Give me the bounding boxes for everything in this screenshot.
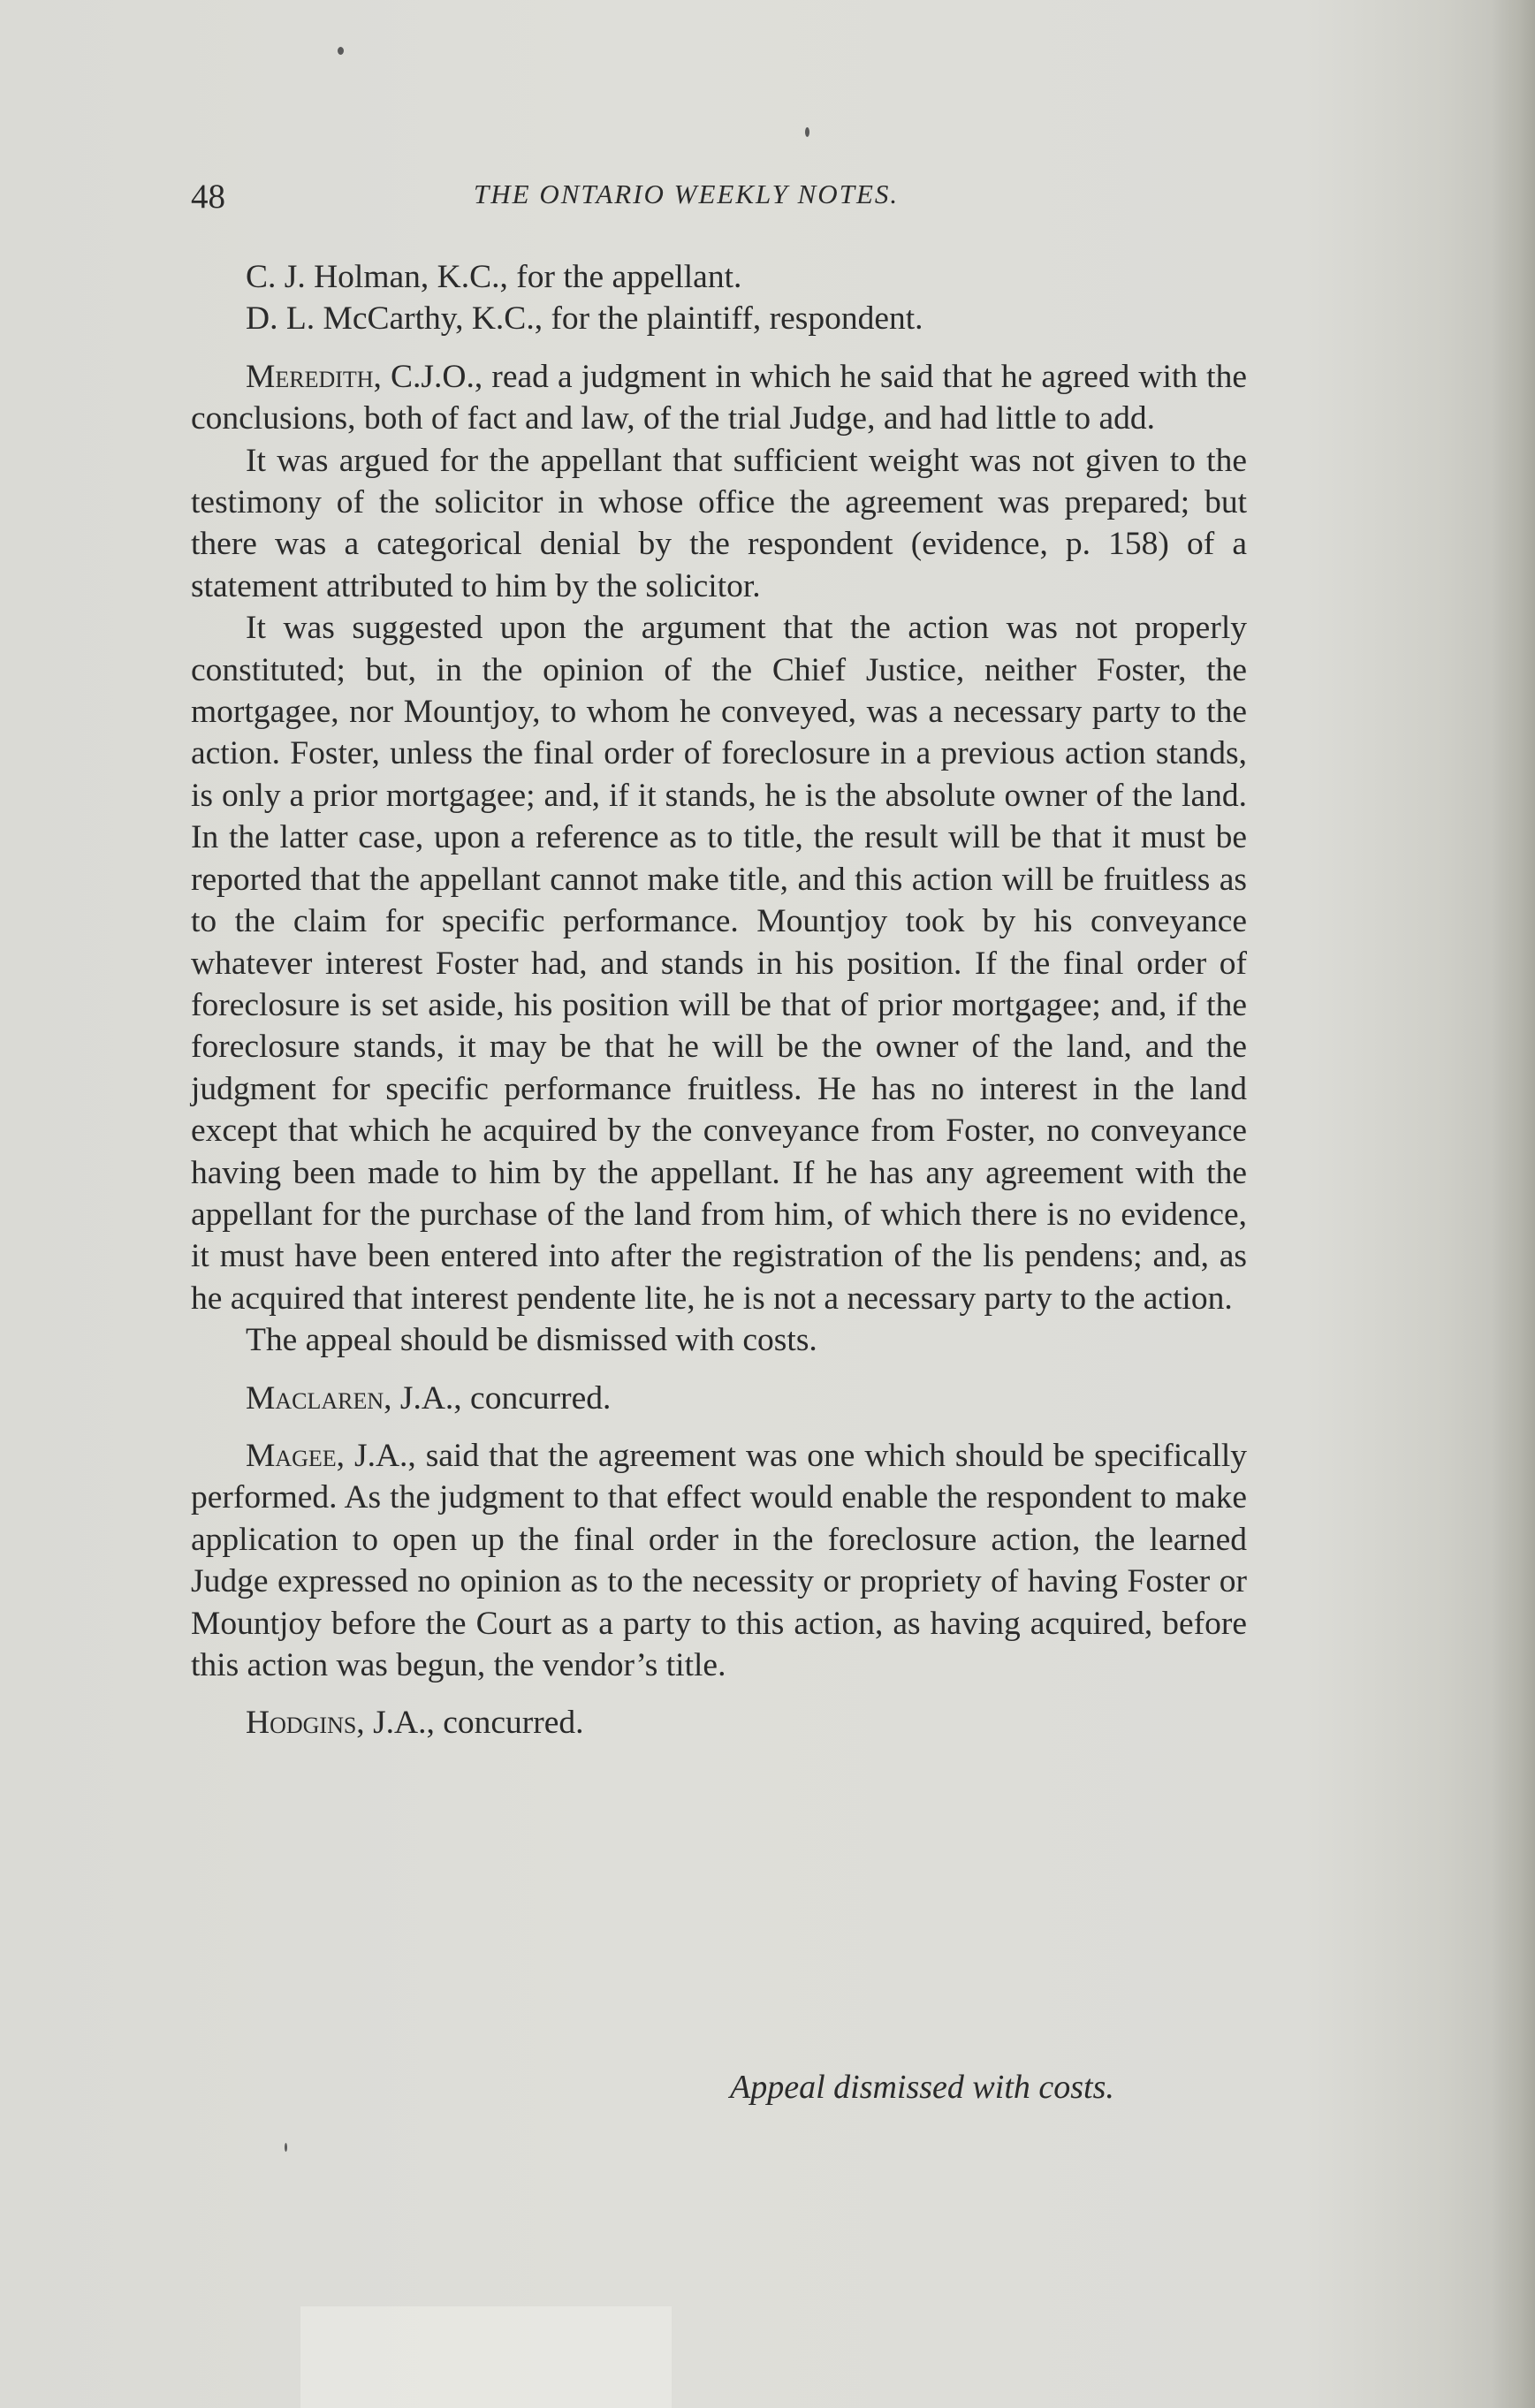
maclaren-concurrence (191, 1378, 1247, 1419)
judge-name: Meredith, (246, 358, 382, 395)
paragraph-text: J.A., concurred. (364, 1705, 584, 1742)
paragraph-suggested: It was suggested upon the argument that the action was not properly constituted; but, in the opinion of the Chief Justice, neither Foster, the mortgagee, nor Mountjoy, to whom he conveyed, was a necessary party to the action. Foster, unless the final order of foreclosure in a previous action stands, is only a prior mortgagee; and, if it stands, he is the absolute owner of the land. In the latter case, upon a reference as to title, the result will be that it must be reported that the appellant cannot make title, and this action will be fruitless as to the claim for specific performance. Mountjoy took by his conveyance whatever interest Foster had, and stands in his position. If the final order of foreclosure is set aside, his position will be that of prior mortgagee; and, if the foreclosure stands, it may be that he will be the owner of the land, and the judgment for specific performance fruitless. He has no interest in the land except that which he acquired by the conveyance from Foster, no conveyance having been made to him by the appellant. If he has any agreement with the appellant for the purchase of the land from him, of which there is no evidence, it must have been entered into after the registration of the lis pendens; and, as he acquired that interest pendente lite, he is not a necessary party to the action. (191, 610, 1247, 1317)
judge-name: Maclaren, (246, 1379, 392, 1417)
paragraph-text: C.J.O., read a judgment in which he said that he agreed with the conclusions, both of fact and law, of the trial Judge, and had little to add. (191, 358, 1247, 437)
paper-stain (300, 2306, 672, 2408)
paragraph-text: J.A., said that the agreement was one which should be specifically performed. As the judgment to that effect would enable the respondent to make application to open up the final order in the foreclosure action, the learned Judge expressed no opinion as to the necessity or propriety of having Foster or Mountjoy before the Court as a party to this action, as having acquired, before this action was begun, the vendor’s title. (191, 1437, 1247, 1683)
magee-judgment (191, 1435, 1247, 1686)
counsel-respondent: D. L. McCarthy, K.C., for the plaintiff, respondent. (246, 300, 923, 338)
disposition: Appeal dismissed with costs. (730, 2069, 1114, 2106)
paragraph-text: J.A., concurred. (391, 1379, 612, 1417)
judge-name: Magee, (246, 1437, 346, 1474)
paragraph-dismissed: The appeal should be dismissed with costs. (246, 1322, 817, 1359)
judge-name: Hodgins, (246, 1705, 365, 1742)
meredith-judgment (191, 356, 1247, 440)
counsel-appellant: C. J. Holman, K.C., for the appellant. (246, 259, 742, 295)
ink-speck (338, 47, 344, 55)
paragraph-argued: It was argued for the appellant that sufficient weight was not given to the testimony of the solicitor in whose office the agreement was prepared; but there was a categorical denial by the respondent (evidence, p. 158) of a statement attributed to him by the solicitor. (191, 442, 1247, 604)
page-header (191, 177, 1247, 221)
judgment-text (191, 256, 1247, 1744)
page-edge-shadow (1493, 0, 1535, 2408)
hodgins-concurrence (191, 1702, 1247, 1743)
ink-speck (285, 2143, 287, 2152)
page-number: 48 (191, 178, 225, 216)
ink-speck (805, 127, 809, 137)
running-title: THE ONTARIO WEEKLY NOTES. (474, 179, 900, 209)
